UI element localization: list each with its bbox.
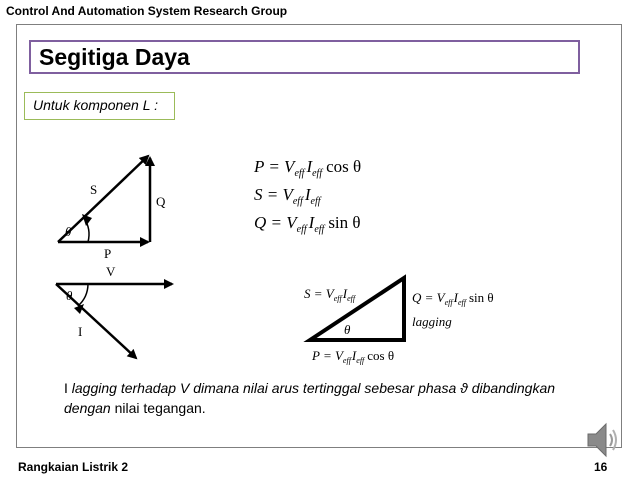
triangle-s-label: $S = V_{eff}I_{eff}$ <box>304 286 356 303</box>
formula-s: $S = V_{eff}$ $I_{eff}$ <box>254 185 321 207</box>
subtitle-box <box>24 92 175 120</box>
power-triangle-diagram <box>48 148 188 260</box>
formula-block <box>254 152 384 242</box>
triangle-theta: θ <box>344 322 351 337</box>
footer-page-number: 16 <box>594 460 608 474</box>
slide-title: Segitiga Daya <box>39 44 190 70</box>
label-v: V <box>106 264 116 279</box>
description-text: I lagging terhadap V dimana nilai arus tertinggal sebesar phasa ϑ dibandingkan dengan nilai tegangan. <box>64 380 556 416</box>
label-q: Q <box>156 194 166 209</box>
title-box <box>29 40 580 74</box>
power-triangle-solid <box>302 272 512 372</box>
header-group-name: Control And Automation System Research Group <box>6 4 288 18</box>
triangle-lagging: lagging <box>412 314 452 329</box>
phasor-diagram <box>48 264 188 364</box>
footer-course: Rangkaian Listrik 2 <box>18 460 129 474</box>
label-p: P <box>104 246 112 261</box>
label-i: I <box>78 324 83 339</box>
label-theta-2: θ <box>66 288 73 303</box>
formula-q: $Q = V_{eff}$ $I_{eff}$ sin θ <box>254 213 361 235</box>
slide-subtitle: Untuk komponen L : <box>33 97 159 113</box>
angle-arc-2 <box>78 284 88 306</box>
triangle-q-label: $Q = V_{eff}I_{eff}$ sin θ <box>412 290 494 307</box>
triangle-p-label: $P = V_{eff}I_{eff}$ cos θ <box>312 348 395 365</box>
formula-p: $P = V_{eff}$ $I_{eff}$ cos θ <box>254 157 362 179</box>
label-s: S <box>90 182 98 197</box>
label-theta: θ <box>65 224 72 239</box>
arrow-s <box>58 156 148 242</box>
speaker-icon[interactable] <box>584 420 620 460</box>
